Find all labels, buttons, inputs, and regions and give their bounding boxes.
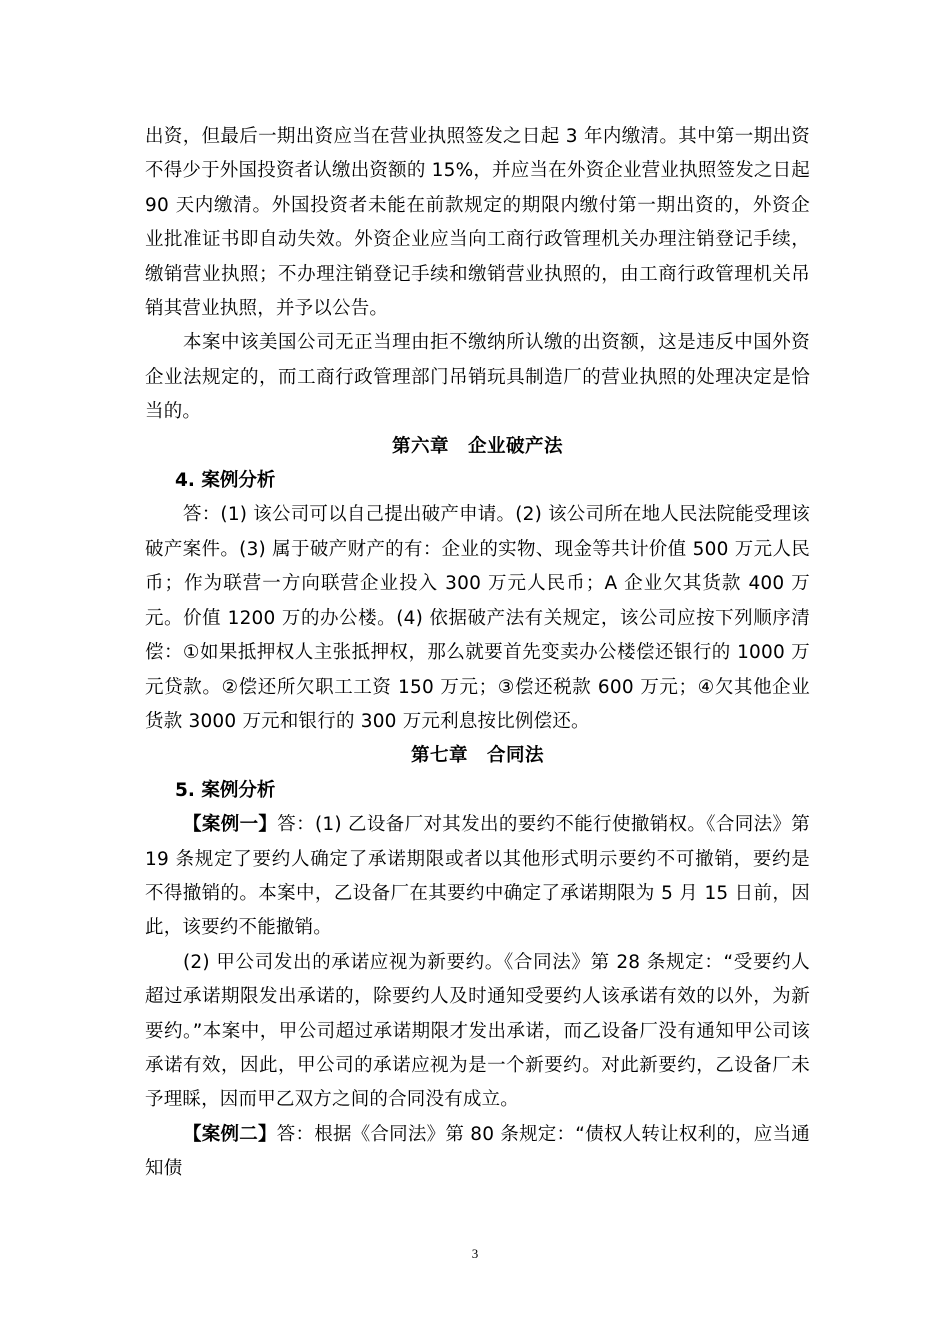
paragraph-case-2 xyxy=(145,1118,810,1187)
paragraph-case-conclusion: 本案中该美国公司无正当理由拒不缴纳所认缴的出资额，这是违反中国外资企业法规定的，而工商行政管理部门吊销玩具制造厂的营业执照的处理决定是恰当的。 xyxy=(145,332,810,423)
chapter-7-case-heading: 5. 案例分析 xyxy=(175,779,276,801)
page-number: 3 xyxy=(471,1246,479,1261)
chapter-7-title: 第七章 合同法 xyxy=(410,745,544,767)
paragraph-case-1-part-2: (2) 甲公司发出的承诺应视为新要约。《合同法》第 28 条规定：“受要约人超过承诺期限发出承诺的，除要约人及时通知受要约人该承诺有效的以外，为新要约。”本案中，甲公司超过承诺期限才发出承诺，而乙设备厂没有通知甲公司该承诺有效，因此，甲公司的承诺应视为是一个新要约。对此新要约，乙设备厂未予理睬，因而甲乙双方之间的合同没有成立。 xyxy=(145,951,810,1111)
paragraph-foreign-investment-rules: 出资，但最后一期出资应当在营业执照签发之日起 3 年内缴清。其中第一期出资不得少于外国投资者认缴出资额的 15%，并应当在外资企业营业执照签发之日起 90 天内缴清。外国投资者未能在前款规定的期限内缴付第一期出资的，外资企业批准证书即自动失效。外资企业应当向工商行政管理机关办理注销登记手续，缴销营业执照；不办理注销登记手续和缴销营业执照的，由工商行政管理机关吊销其营业执照，并予以公告。 xyxy=(145,126,810,320)
case-1-label: 【案例一】 xyxy=(183,814,278,836)
paragraph-bankruptcy-answer: 答：(1) 该公司可以自己提出破产申请。(2) 该公司所在地人民法院能受理该破产案件。(3) 属于破产财产的有：企业的实物、现金等共计价值 500 万元人民币；作为联营一方向联营企业投入 300 万元人民币；A 企业欠其货款 400 万元。价值 1200 万的办公楼。(4) 依据破产法有关规定，该公司应按下列顺序清偿：①如果抵押权人主张抵押权，那么就要首先变卖办公楼偿还银行的 1000 万元贷款。②偿还所欠职工工资 150 万元；③偿还税款 600 万元；④欠其他企业货款 3000 万元和银行的 300 万元利息按比例偿还。 xyxy=(145,504,810,732)
paragraph-case-1-part-1 xyxy=(145,808,810,946)
case-2-text: 答：根据《合同法》第 80 条规定：“债权人转让权利的，应当通知债 xyxy=(145,1123,810,1180)
chapter-6-case-heading: 4. 案例分析 xyxy=(175,470,276,492)
case-2-label: 【案例二】 xyxy=(183,1123,277,1145)
case-1-text: 答：(1) 乙设备厂对其发出的要约不能行使撤销权。《合同法》第 19 条规定了要约人确定了承诺期限或者以其他形式明示要约不可撤销，要约是不得撤销的。本案中，乙设备厂在其要约中确定了承诺期限为 5 月 15 日前，因此，该要约不能撤销。 xyxy=(145,814,810,939)
chapter-6-title: 第六章 企业破产法 xyxy=(391,435,563,457)
page-content xyxy=(145,120,810,1187)
